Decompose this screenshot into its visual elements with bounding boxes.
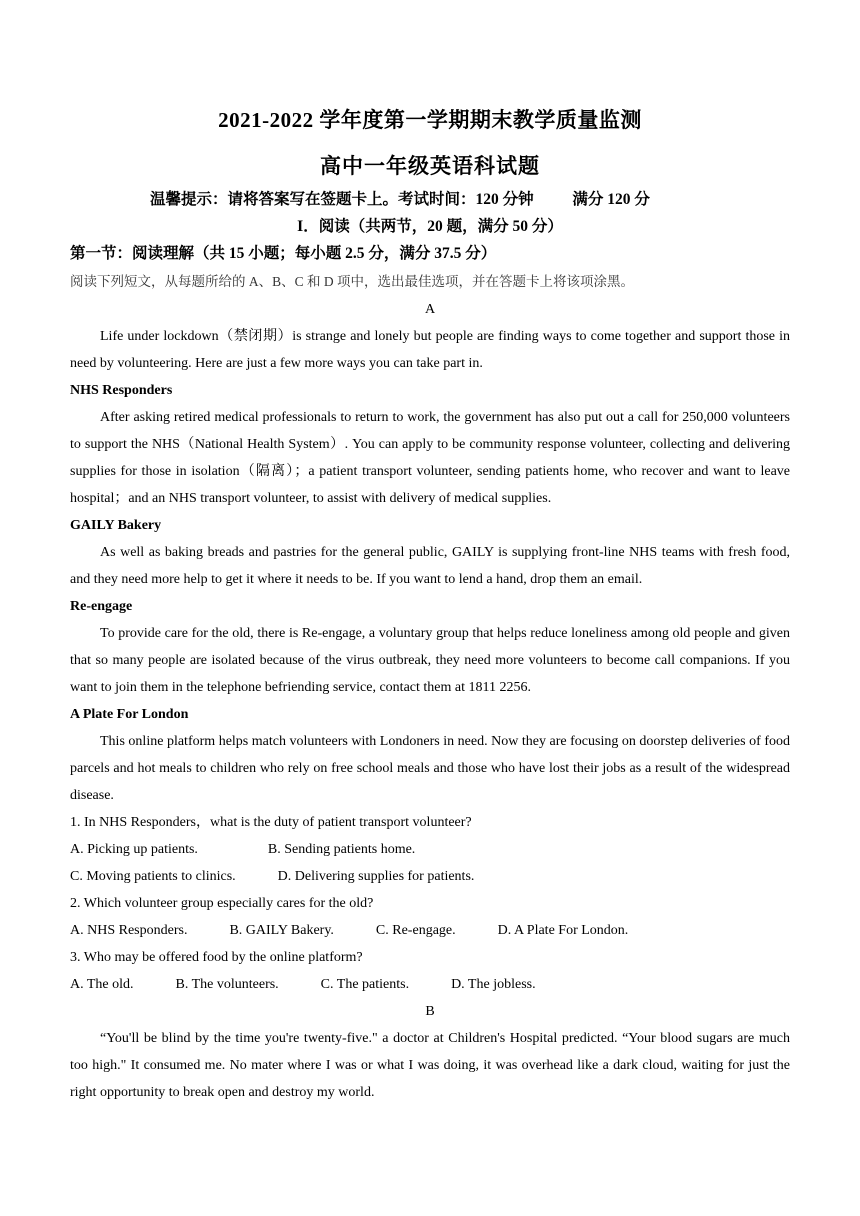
- part-heading: I．阅读（共两节，20 题，满分 50 分）: [297, 218, 563, 235]
- nhs-heading: NHS Responders: [70, 383, 173, 398]
- question-2: 2. Which volunteer group especially cares for the old?: [70, 896, 374, 911]
- plate-heading: A Plate For London: [70, 707, 189, 722]
- plate-text: This online platform helps match volunteers with Londoners in need. Now they are focusing on doorstep deliveries of food parcels and hot meals to children who rely on free school meals and those who have lost their jobs as a result of the widespread disease.: [70, 734, 790, 803]
- passage-b-label: B: [425, 1004, 435, 1019]
- passage-a-label: A: [424, 302, 436, 317]
- passage-a-intro: Life under lockdown（禁闭期）is strange and lonely but people are finding ways to come together and support those in need by volunteering. Here are just a few more ways you can take part in.: [70, 329, 790, 371]
- exam-tip: 温馨提示：请将答案写在签题卡上。考试时间：120 分钟 满分 120 分: [150, 191, 650, 208]
- gaily-heading: GAILY Bakery: [70, 518, 162, 533]
- question-3: 3. Who may be offered food by the online platform?: [70, 950, 363, 965]
- reading-content: [70, 296, 790, 1106]
- instructions: 阅读下列短文，从每题所给的 A、B、C 和 D 项中，选出最佳选项，并在答题卡上将该项涂黑。: [70, 274, 635, 289]
- question-1: 1. In NHS Responders，what is the duty of patient transport volunteer?: [70, 815, 472, 830]
- reengage-heading: Re-engage: [70, 599, 133, 614]
- question-1-options-row1: A. Picking up patients. B. Sending patients home.: [70, 842, 416, 857]
- question-2-options: A. NHS Responders. B. GAILY Bakery. C. Re-engage. D. A Plate For London.: [70, 923, 629, 938]
- reengage-text: To provide care for the old, there is Re-engage, a voluntary group that helps reduce loneliness among old people and given that so many people are isolated because of the virus outbreak, they need more volunteers to become call companions. If you want to join them in the telephone befriending service, contact them at 1811 2256.: [70, 626, 790, 695]
- question-1-options-row2: C. Moving patients to clinics. D. Delivering supplies for patients.: [70, 869, 475, 884]
- section-heading: 第一节：阅读理解（共 15 小题；每小题 2.5 分，满分 37.5 分）: [70, 245, 497, 262]
- exam-subtitle: 高中一年级英语科试题: [320, 154, 540, 178]
- nhs-text: After asking retired medical professionals to return to work, the government has also put out a call for 250,000 volunteers to support the NHS（National Health System）. You can apply to be community response volunteer, collecting and delivering supplies for those in isolation（隔离）；a patient transport volunteer, sending patients home, who recover and want to leave hospital；and an NHS transport volunteer, to assist with delivery of medical supplies.: [70, 410, 790, 506]
- question-3-options: A. The old. B. The volunteers. C. The patients. D. The jobless.: [70, 977, 536, 992]
- exam-title: 2021-2022 学年度第一学期期末教学质量监测: [218, 108, 642, 132]
- passage-b-text: “You'll be blind by the time you're twenty-five." a doctor at Children's Hospital predicted. “Your blood sugars are much too high." It consumed me. No mater where I was or what I was doing, it was overhead like a dark cloud, waiting for just the right opportunity to break open and destroy my world.: [70, 1031, 790, 1100]
- gaily-text: As well as baking breads and pastries for the general public, GAILY is supplying front-line NHS teams with fresh food, and they need more help to get it where it needs to be. If you want to lend a hand, drop them an email.: [70, 545, 790, 587]
